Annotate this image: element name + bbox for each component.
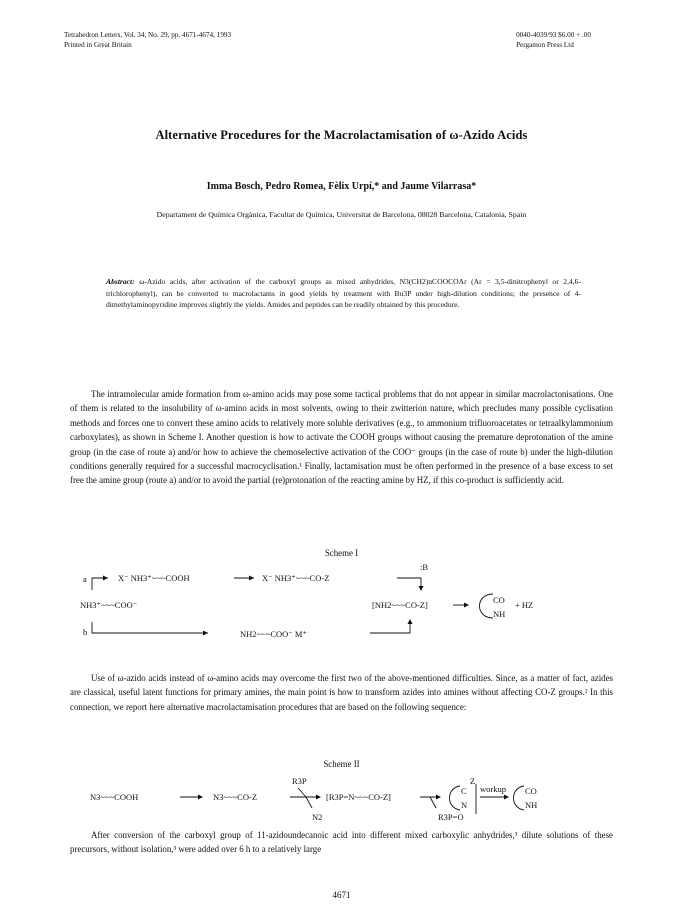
price-code <box>516 30 591 50</box>
publisher-line: Pergamon Press Ltd <box>516 41 574 49</box>
cyclic-carbon: C <box>461 786 467 796</box>
a-step2-text: X⁻ NH3⁺~~~CO-Z <box>262 573 330 583</box>
byproduct-hz: + HZ <box>515 600 534 610</box>
paragraph-text: The intramolecular amide formation from ω-amino acids may pose some tactical problems that do not appear in similar macrolactonisations. One of them is related to the insolubility of ω-amino acids in most solvents, owing to their zwitterion nature, which precludes many possible cyclisation methods and forces one to convert these amino acids to relatively more soluble derivatives (e.g., to ammonium trifluoroacetates or tetraalkylammonium carboxylates), as shown in Scheme I. Another question is how to activate the COOH groups without causing the premature deprotonation of the amine group (in the case of route a) and/or how to achieve the chemoselective activation of the COO⁻ groups (in the case of route b) under the high-dilution conditions generally required for a successful macrocyclisation.¹ Finally, lactamisation must be often performed in the presence of a base excess to set free the amine group (route a) and/or to avoid the partial (re)protonation of the reacting amine by HZ, if this co-product is sufficiently acid. <box>70 389 613 486</box>
route-b-label: b <box>83 627 88 637</box>
affiliation: Departament de Química Orgànica, Facultat de Química, Universitat de Barcelona, 08028 Barcelona, Catalonia, Spain <box>156 210 527 219</box>
lactam-nh: NH <box>493 609 506 619</box>
lactam-co: CO <box>493 595 505 605</box>
start-zwitterion: NH3⁺~~~COO⁻ <box>80 600 138 610</box>
lactam-co: CO <box>525 786 537 796</box>
results-paragraph <box>70 828 613 857</box>
issn-line: 0040-4039/93 $6.00 + .00 <box>516 31 591 39</box>
scheme-2-title: Scheme II <box>323 759 360 769</box>
cyclic-z: Z <box>470 776 476 786</box>
workup-label: workup <box>480 784 506 794</box>
paragraph-text: Use of ω-azido acids instead of ω-amino acids may overcome the first two of the above-mentioned difficulties. Since, as a matter of fact, azides are classical, useful latent functions for primary amines, the main point is how to transform azides into amines without affecting CO-Z groups.² In this connection, we report here alternative macrolactamisation procedures that are based on the following sequence: <box>70 673 613 712</box>
scheme-1-title: Scheme I <box>324 548 359 558</box>
journal-citation <box>64 30 231 50</box>
abstract-label: Abstract: <box>106 277 135 286</box>
scheme-1-diagram <box>0 560 683 670</box>
lactam-nh: NH <box>525 800 538 810</box>
activated-azide: N3~~~CO-Z <box>213 792 258 802</box>
cyclic-nitrogen: N <box>461 800 468 810</box>
journal-line: Tetrahedron Letters, Vol. 34, No. 29, pp. 4671-4674, 1993 <box>64 31 232 39</box>
intro-paragraph <box>70 387 613 488</box>
nitrogen-gas: N2 <box>312 812 323 822</box>
azido-acid: N3~~~COOH <box>90 792 139 802</box>
abstract <box>106 276 581 311</box>
page-number: 4671 <box>332 890 351 900</box>
author-list: Imma Bosch, Pedro Romea, Fèlix Urpí,* and Jaume Vilarrasa* <box>206 181 477 192</box>
base-label: :B <box>420 562 429 572</box>
b-step1-text: NH2~~~COO⁻ M⁺ <box>240 629 307 639</box>
iminophosphorane: [R3P=N~~~CO-Z] <box>326 792 391 802</box>
phosphine-oxide: R3P=O <box>438 812 464 822</box>
route-a-label: a <box>83 574 87 584</box>
scheme-2-diagram <box>0 770 683 830</box>
phosphine-reagent: R3P <box>292 776 307 786</box>
paragraph-text: After conversion of the carboxyl group of 11-azidoundecanoic acid into different mixed carboxylic anhydrides,³ dilute solutions of these precursors, without isolation,³ were added over 6 h to a relatively large <box>70 830 613 855</box>
printed-in: Printed in Great Britain <box>64 41 132 49</box>
azido-paragraph <box>70 671 613 714</box>
intermediate-amine: [NH2~~~CO-Z] <box>372 600 428 610</box>
abstract-text: ω-Azido acids, after activation of the carboxyl groups as mixed anhydrides, N3(CH2)nCOOCOAr (Ar = 3,5-dinitrophenyl or 2,4,6-trichlorophenyl), can be converted to macrolactams in good yields by treatment with Bu3P under high-dilution conditions; the presence of 4-dimethylaminopyridine improves slightly the yields. Amides and peptides can be readily obtained by this procedure. <box>106 277 581 309</box>
a-step1-text: X⁻ NH3⁺~~~COOH <box>118 573 190 583</box>
paper-title: Alternative Procedures for the Macrolactamisation of ω-Azido Acids <box>155 128 528 142</box>
